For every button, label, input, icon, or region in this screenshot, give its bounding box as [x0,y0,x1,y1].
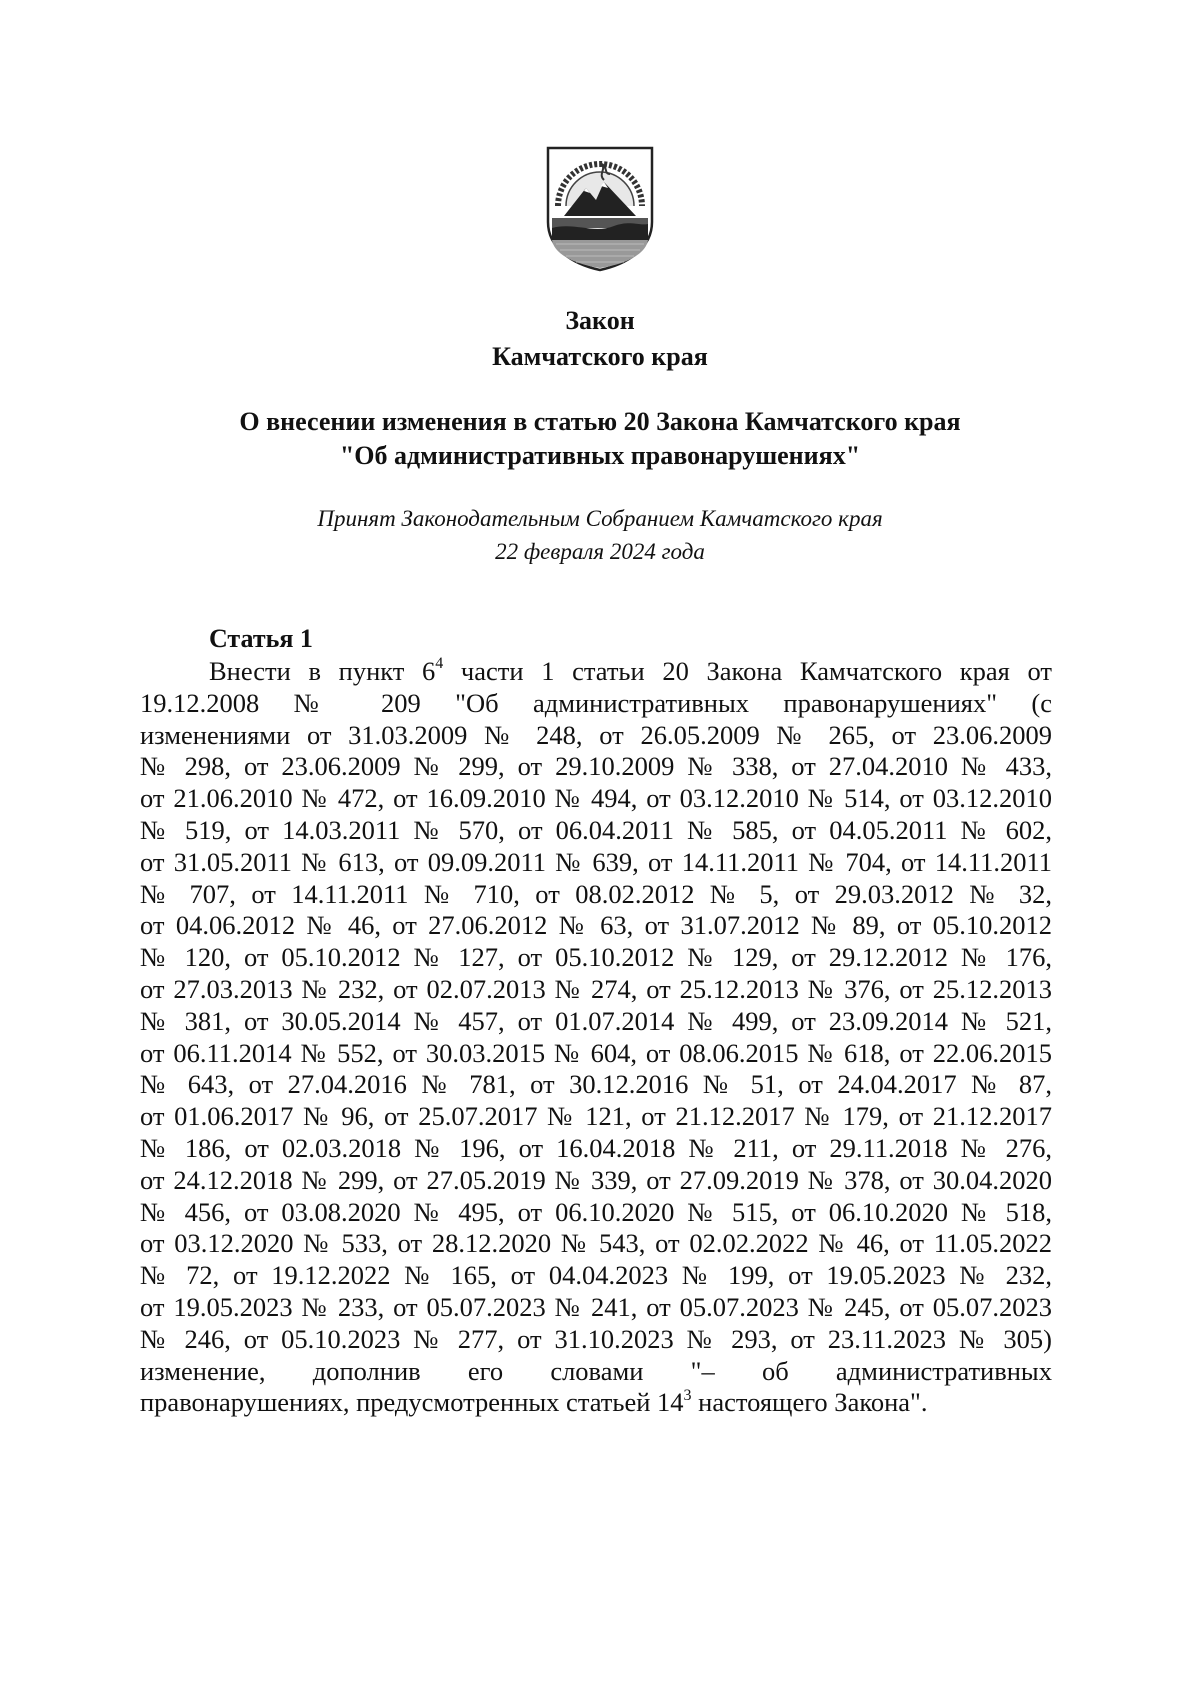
article-line: № 381, от 30.05.2014 № 457, от 01.07.2014 № 499, от 23.09.2014 № 521, [140,1005,1052,1036]
article-line: от 03.12.2020 № 533, от 28.12.2020 № 543, от 02.02.2022 № 46, от 11.05.2022 [140,1228,1052,1259]
article-line: изменениями от 31.03.2009 № 248, от 26.05.2009 № 265, от 23.06.2009 [140,719,1052,750]
adoption-note-line: Принят Законодательным Собранием Камчатского края [317,506,883,531]
article-heading: Статья 1 [209,624,313,653]
article-line: от 31.05.2011 № 613, от 09.09.2011 № 639, от 14.11.2011 № 704, от 14.11.2011 [140,846,1052,877]
article-line: от 27.03.2013 № 232, от 02.07.2013 № 274, от 25.12.2013 № 376, от 25.12.2013 [140,973,1052,1004]
law-title-line: О внесении изменения в статью 20 Закона Камчатского края [239,407,961,436]
article-line: от 19.05.2023 № 233, от 05.07.2023 № 241, от 05.07.2023 № 245, от 05.07.2023 [140,1291,1052,1322]
article-line: № 456, от 03.08.2020 № 495, от 06.10.2020 № 515, от 06.10.2020 № 518, [140,1196,1052,1227]
article-line: № 707, от 14.11.2011 № 710, от 08.02.2012 № 5, от 29.03.2012 № 32, [140,878,1052,909]
law-title [0,405,1200,473]
article-line: от 04.06.2012 № 46, от 27.06.2012 № 63, от 31.07.2012 № 89, от 05.10.2012 [140,910,1052,941]
article-line: Внести в пункт $6^4$ части 1 статьи 20 Закона Камчатского края от [209,655,1052,686]
article-line: 19.12.2008 № 209 "Об административных правонарушениях" (с [140,687,1052,718]
article-line: № 643, от 27.04.2016 № 781, от 30.12.2016 № 51, от 24.04.2017 № 87, [140,1069,1052,1100]
document-type: Закон [565,306,635,335]
kamchatka-coat-of-arms-icon [544,144,656,272]
article-line: от 01.06.2017 № 96, от 25.07.2017 № 121, от 21.12.2017 № 179, от 21.12.2017 [140,1101,1052,1132]
law-title-line: "Об административных правонарушениях" [339,441,861,470]
article-body [140,656,1052,1419]
article-line: № 519, от 14.03.2011 № 570, от 06.04.2011 № 585, от 04.05.2011 № 602, [140,814,1052,845]
article-line: от 06.11.2014 № 552, от 30.03.2015 № 604, от 08.06.2015 № 618, от 22.06.2015 [140,1037,1052,1068]
article-line: № 298, от 23.06.2009 № 299, от 29.10.2009 № 338, от 27.04.2010 № 433, [140,751,1052,782]
article-line: правонарушениях, предусмотренных статьей $14^3$ настоящего Закона". [140,1386,928,1418]
article-line: от 24.12.2018 № 299, от 27.05.2019 № 339, от 27.09.2019 № 378, от 30.04.2020 [140,1164,1052,1195]
article-line: № 246, от 05.10.2023 № 277, от 31.10.2023 № 293, от 23.11.2023 № 305) [140,1323,1052,1354]
adoption-date: 22 февраля 2024 года [495,539,705,564]
article-line: № 72, от 19.12.2022 № 165, от 04.04.2023 № 199, от 19.05.2023 № 232, [140,1260,1052,1291]
article-line: от 21.06.2010 № 472, от 16.09.2010 № 494, от 03.12.2010 № 514, от 03.12.2010 [140,783,1052,814]
adoption-note [0,502,1200,568]
article-line: № 186, от 02.03.2018 № 196, от 16.04.2018 № 211, от 29.11.2018 № 276, [140,1132,1052,1163]
article-line: № 120, от 05.10.2012 № 127, от 05.10.2012 № 129, от 29.12.2012 № 176, [140,942,1052,973]
document-region: Камчатского края [492,342,708,371]
article-line: изменение, дополнив его словами "– об административных [140,1355,1052,1386]
